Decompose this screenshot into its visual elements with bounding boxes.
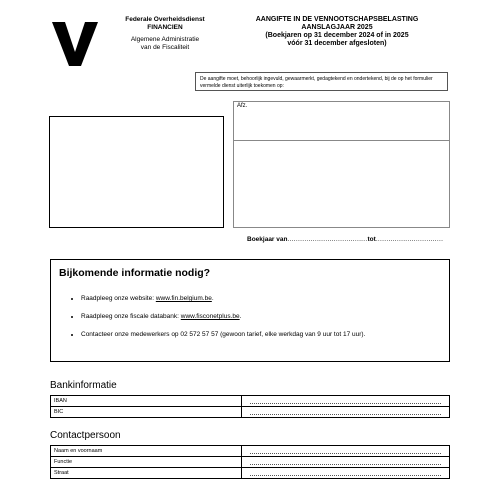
- contact-heading: Contactpersoon: [50, 430, 121, 441]
- boekjaar-line: [247, 236, 443, 243]
- title-line3: (Boekjaren op 31 december 2024 of in 2025: [265, 32, 409, 39]
- info-item-website: [81, 295, 451, 302]
- boekjaar-from-field[interactable]: ......................................: [287, 236, 368, 243]
- table-row: [51, 446, 450, 457]
- administration-line2: van de Fiscaliteit: [140, 44, 190, 51]
- table-row: [51, 457, 450, 468]
- sender-box-divider: [234, 140, 449, 141]
- table-row: [51, 468, 450, 479]
- table-row: [51, 407, 450, 418]
- bank-heading: Bankinformatie: [50, 380, 117, 391]
- boekjaar-label: Boekjaar van: [247, 236, 288, 243]
- name-label: Naam en voornaam: [51, 446, 242, 457]
- street-label: Straat: [51, 468, 242, 479]
- info-list: [61, 295, 451, 349]
- name-field[interactable]: [242, 446, 450, 457]
- recipient-address-box: [49, 116, 224, 228]
- department-block: [110, 16, 220, 52]
- boekjaar-tot-label: tot: [367, 236, 376, 243]
- bank-table: [50, 395, 450, 418]
- contact-table: [50, 445, 450, 479]
- databank-link[interactable]: www.fisconetplus.be: [180, 313, 240, 320]
- info-item-databank-suffix: .: [239, 313, 242, 320]
- afz-label: Afz.: [237, 103, 248, 109]
- title-line2: AANSLAGJAAR 2025: [301, 24, 373, 31]
- bic-field[interactable]: [242, 407, 450, 418]
- iban-label: IBAN: [51, 396, 242, 407]
- title-line4: vóór 31 december afgesloten): [287, 40, 387, 47]
- info-item-databank-text: Raadpleeg onze fiscale databank:: [81, 313, 181, 320]
- info-item-website-suffix: .: [211, 295, 214, 302]
- administration-line1: Algemene Administratie: [130, 36, 200, 43]
- form-title: [232, 16, 442, 48]
- department-name: FINANCIEN: [147, 24, 183, 31]
- bic-label: BIC: [51, 407, 242, 418]
- department-title: Federale Overheidsdienst: [125, 16, 205, 23]
- sender-box: [233, 101, 450, 228]
- title-line1: AANGIFTE IN DE VENNOOTSCHAPSBELASTING: [255, 16, 419, 23]
- iban-field[interactable]: [242, 396, 450, 407]
- function-label: Functie: [51, 457, 242, 468]
- street-field[interactable]: [242, 468, 450, 479]
- function-field[interactable]: [242, 457, 450, 468]
- info-heading: Bijkomende informatie nodig?: [59, 267, 211, 279]
- table-row: [51, 396, 450, 407]
- info-item-website-text: Raadpleeg onze website:: [81, 295, 156, 302]
- website-link[interactable]: www.fin.belgium.be: [155, 295, 212, 302]
- boekjaar-to-field[interactable]: ................................: [375, 236, 444, 243]
- info-item-contact: • Contacteer onze medewerkers op 02 572 57 57 (gewoon tarief, elke werkdag van 9 uur tot 17 uur).: [81, 331, 451, 338]
- v-logo-icon: [52, 22, 98, 66]
- info-box: [50, 259, 450, 362]
- deadline-notice: De aangifte moet, behoorlijk ingevuld, gewaarmerkt, gedagtekend en ondertekend, bij de op het formulier vermelde dienst uiterlijk toekomen op:: [195, 72, 448, 91]
- info-item-databank: [81, 313, 451, 320]
